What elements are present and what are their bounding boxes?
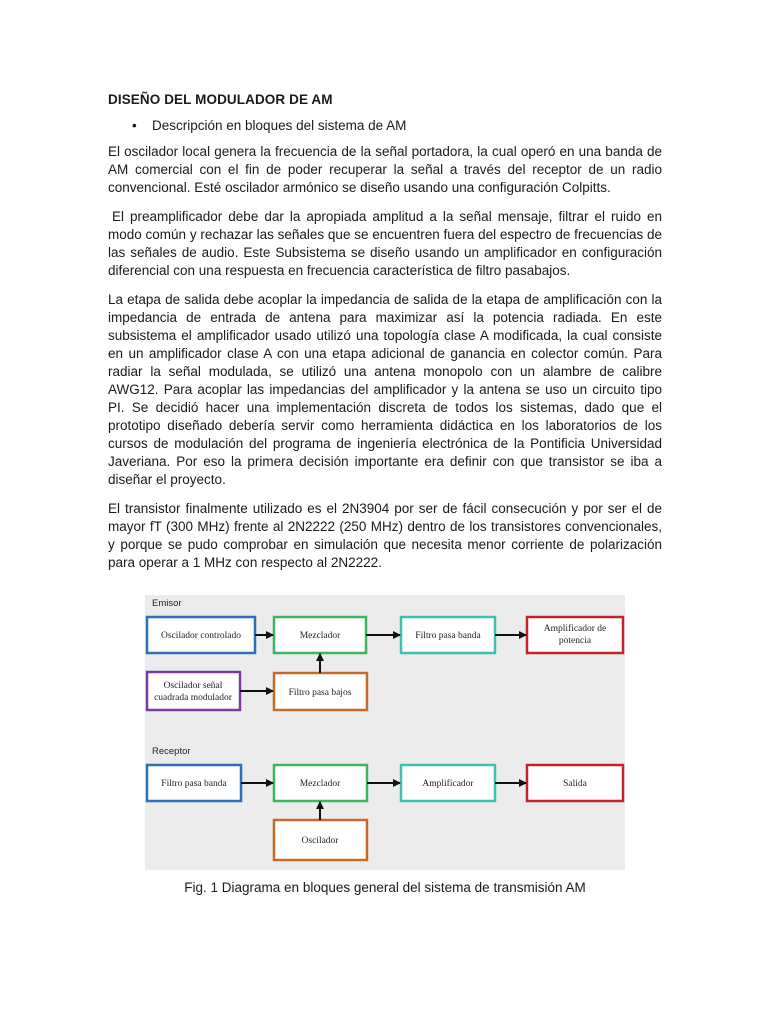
block-diagram (145, 595, 625, 870)
block-oscilador-controlado-label: Oscilador controlado (161, 631, 241, 641)
paragraph-oscillator: El oscilador local genera la frecuencia de la señal portadora, la cual operó en una banda de AM comercial con el fin de poder recuperar la señal a través del receptor de un radio convencional. Esté oscilador armónico se diseño usando una configuración Colpitts. (108, 144, 662, 195)
document-body (108, 92, 662, 583)
section-title: DISEÑO DEL MODULADOR DE AM (108, 92, 333, 107)
block-amplificador-receptor-label: Amplificador (422, 779, 474, 789)
block-diagram-svg (145, 595, 625, 870)
figure-caption: Fig. 1 Diagrama en bloques general del sistema de transmisión AM (184, 880, 586, 895)
emisor-label: Emisor (152, 598, 182, 609)
block-mezclador-receptor-label: Mezclador (299, 779, 341, 789)
receptor-label: Receptor (152, 746, 191, 757)
block-filtro-pasa-bajos-label: Filtro pasa bajos (288, 688, 352, 698)
block-filtro-pasa-banda-receptor-label: Filtro pasa banda (161, 779, 227, 789)
block-oscilador-senal-label-1: Oscilador señal (163, 681, 223, 691)
block-filtro-pasa-banda-emisor-label: Filtro pasa banda (415, 631, 481, 641)
block-amplificador-potencia-label-2: potencia (558, 636, 592, 646)
block-amplificador-potencia (527, 617, 623, 653)
block-oscilador-senal-label-2: cuadrada modulador (154, 693, 232, 703)
block-salida-label: Salida (563, 779, 587, 789)
block-oscilador-receptor-label: Oscilador (301, 836, 339, 846)
block-amplificador-potencia-label-1: Amplificador de (543, 624, 607, 634)
paragraph-preamplifier: El preamplificador debe dar la apropiada amplitud a la señal mensaje, filtrar el ruido en modo común y rechazar las señales que se encuentren fuera del espectro de frecuencias de las señales de audio. Este Subsistema se diseño usando un amplificador en configuración diferencial con una respuesta en frecuencia característica de filtro pasabajos. (108, 209, 662, 278)
paragraph-transistor: El transistor finalmente utilizado es el 2N3904 por ser de fácil consecución y por ser el de mayor fT (300 MHz) frente al 2N2222 (250 MHz) dentro de los transistores convencionales, y porque se pudo comprobar en simulación que necesita menor corriente de polarización para operar a 1 MHz con respecto al 2N2222. (108, 501, 662, 570)
bullet-item (108, 118, 662, 133)
bullet-dot-icon: • (132, 118, 137, 133)
paragraph-output-stage: La etapa de salida debe acoplar la impedancia de salida de la etapa de amplificación con la impedancia de entrada de antena para maximizar así la potencia radiada. En este subsistema el amplificador usado utilizó una topología clase A modificada, la cual consiste en un amplificador clase A con una etapa adicional de ganancia en colector común. Para radiar la señal modulada, se utilizó una antena monopolo con un alambre de calibre AWG12. Para acoplar las impedancias del amplificador y la antena se uso un circuito tipo PI. Se decidió hacer una implementación discreta de todos los sistemas, dado que el prototipo diseñado debería servir como herramienta didáctica en los laboratorios de los cursos de modulación del programa de ingeniería electrónica de la Pontificia Universidad Javeriana. Por eso la primera decisión importante era definir con que transistor se iba a diseñar el proyecto. (108, 292, 662, 487)
block-mezclador-emisor-label: Mezclador (299, 631, 341, 641)
bullet-text: Descripción en bloques del sistema de AM (152, 118, 407, 133)
block-oscilador-senal-cuadrada (147, 672, 240, 710)
